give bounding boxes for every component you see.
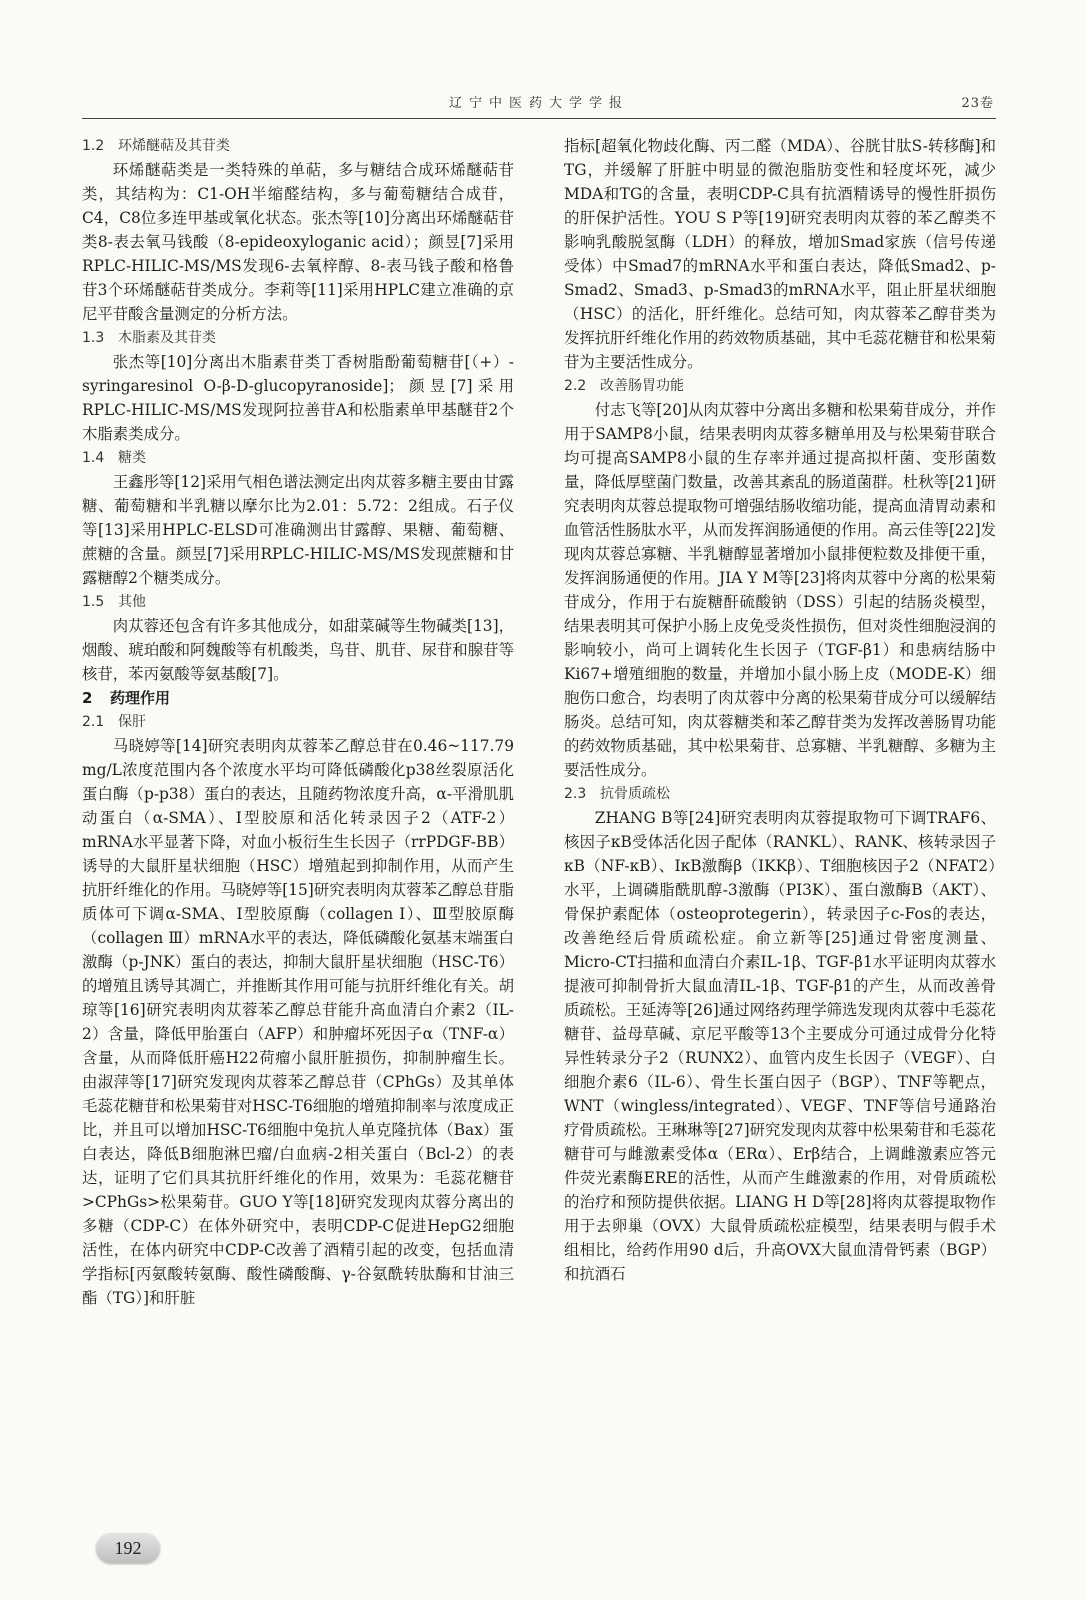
running-header bbox=[82, 88, 996, 119]
section-number: 1.5 bbox=[82, 594, 105, 610]
journal-name: 辽宁中医药大学学报 bbox=[448, 96, 629, 111]
section-heading bbox=[564, 374, 996, 398]
section-number: 2.2 bbox=[564, 378, 587, 394]
paragraph: 张杰等[10]分离出木脂素苷类丁香树脂酚葡萄糖苷[（+）-syringaresinol O-β-D-glucopyranoside]；颜昱[7]采用RPLC-HILIC-MS/MS发现阿拉善苷A和松脂素单甲基醚苷2个木脂素类成分。 bbox=[82, 353, 514, 443]
paragraph: 肉苁蓉还包含有许多其他成分，如甜菜碱等生物碱类[13]，烟酸、琥珀酸和阿魏酸等有机酸类，鸟苷、肌苷、尿苷和腺苷等核苷，苯丙氨酸等氨基酸[7]。 bbox=[82, 617, 514, 683]
section-title: 抗骨质疏松 bbox=[600, 786, 670, 802]
paragraph: 付志飞等[20]从肉苁蓉中分离出多糖和松果菊苷成分，并作用于SAMP8小鼠，结果表明肉苁蓉多糖单用及与松果菊苷联合均可提高SAMP8小鼠的生存率并通过提高拟杆菌、变形菌数量，降低厚壁菌门数量，改善其紊乱的肠道菌群。杜秋等[21]研究表明肉苁蓉总提取物可增强结肠收缩功能，提高血清胃动素和血管活性肠肽水平，从而发挥润肠通便的作用。高云佳等[22]发现肉苁蓉总寡糖、半乳糖醇显著增加小鼠排便粒数及排便干重，发挥润肠通便的作用。JIA Y M等[23]将肉苁蓉中分离的松果菊苷成分，作用于右旋糖酐硫酸钠（DSS）引起的结肠炎模型，结果表明其可保护小肠上皮免受炎性损伤，但对炎性细胞浸润的影响较小，尚可上调转化生长因子（TGF-β1）和患病结肠中Ki67+增殖细胞的数量，并增加小鼠小肠上皮（MODE-K）细胞伤口愈合，均表明了肉苁蓉中分离的松果菊苷成分可以缓解结肠炎。总结可知，肉苁蓉糖类和苯乙醇苷类为发挥改善肠胃功能的药效物质基础，其中松果菊苷、总寡糖、半乳糖醇、多糖为主要活性成分。 bbox=[564, 401, 996, 779]
paragraph-continued: 指标[超氧化物歧化酶、丙二醛（MDA）、谷胱甘肽S-转移酶]和TG，并缓解了肝脏中明显的微泡脂肪变性和轻度坏死，减少MDA和TG的含量，表明CDP-C具有抗酒精诱导的慢性肝损伤的肝保护活性。YOU S P等[19]研究表明肉苁蓉的苯乙醇类不影响乳酸脱氢酶（LDH）的释放，增加Smad家族（信号传递受体）中Smad7的mRNA水平和蛋白表达，降低Smad2、p-Smad2、Smad3、p-Smad3的mRNA水平，阻止肝星状细胞（HSC）的活化，肝纤维化。总结可知，肉苁蓉苯乙醇苷类为发挥抗肝纤维化作用的药效物质基础，其中毛蕊花糖苷和松果菊苷为主要活性成分。 bbox=[564, 137, 996, 371]
section-title: 木脂素及其苷类 bbox=[118, 330, 216, 346]
section-heading bbox=[82, 590, 514, 614]
volume-label: 23卷 bbox=[961, 96, 994, 111]
chapter-heading bbox=[82, 686, 514, 710]
right-column bbox=[564, 134, 996, 1286]
section-title: 改善肠胃功能 bbox=[600, 378, 684, 394]
section-heading bbox=[82, 446, 514, 470]
section-title: 糖类 bbox=[118, 450, 146, 466]
section-title: 保肝 bbox=[118, 714, 146, 730]
left-column bbox=[82, 134, 514, 1310]
section-number: 1.3 bbox=[82, 330, 105, 346]
section-heading bbox=[82, 326, 514, 350]
section-title: 环烯醚萜及其苷类 bbox=[118, 138, 230, 154]
section-heading bbox=[82, 710, 514, 734]
section-number: 1.4 bbox=[82, 450, 105, 466]
paragraph: 王鑫彤等[12]采用气相色谱法测定出肉苁蓉多糖主要由甘露糖、葡萄糖和半乳糖以摩尔比为2.01：5.72：2组成。石子仪等[13]采用HPLC-ELSD可准确测出甘露醇、果糖、葡萄糖、蔗糖的含量。颜昱[7]采用RPLC-HILIC-MS/MS发现蔗糖和甘露糖醇2个糖类成分。 bbox=[82, 473, 514, 587]
paragraph: 马晓婷等[14]研究表明肉苁蓉苯乙醇总苷在0.46~117.79 mg/L浓度范围内各个浓度水平均可降低磷酸化p38丝裂原活化蛋白酶（p-p38）蛋白的表达，且随药物浓度升高，α-平滑肌肌动蛋白（α-SMA）、Ⅰ型胶原和活化转录因子2（ATF-2）mRNA水平显著下降，对血小板衍生生长因子（rrPDGF-BB）诱导的大鼠肝星状细胞（HSC）增殖起到抑制作用，从而产生抗肝纤维化的作用。马晓婷等[15]研究表明肉苁蓉苯乙醇总苷脂质体可下调α-SMA、Ⅰ型胶原酶（collagen Ⅰ）、Ⅲ型胶原酶（collagen Ⅲ）mRNA水平的表达，降低磷酸化氨基末端蛋白激酶（p-JNK）蛋白的表达，抑制大鼠肝星状细胞（HSC-T6）的增殖且诱导其凋亡，并推断其作用可能与抗肝纤维化有关。胡琼等[16]研究表明肉苁蓉苯乙醇总苷能升高血清白介素2（IL-2）含量，降低甲胎蛋白（AFP）和肿瘤坏死因子α（TNF-α）含量，从而降低肝癌H22荷瘤小鼠肝脏损伤，抑制肿瘤生长。由淑萍等[17]研究发现肉苁蓉苯乙醇总苷（CPhGs）及其单体毛蕊花糖苷和松果菊苷对HSC-T6细胞的增殖抑制率与浓度成正比，并且可以增加HSC-T6细胞中兔抗人单克隆抗体（Bax）蛋白表达，降低B细胞淋巴瘤/白血病-2相关蛋白（Bcl-2）的表达，证明了它们具其抗肝纤维化的作用，效果为：毛蕊花糖苷>CPhGs>松果菊苷。GUO Y等[18]研究发现肉苁蓉分离出的多糖（CDP-C）在体外研究中，表明CDP-C促进HepG2细胞活性，在体内研究中CDP-C改善了酒精引起的改变，包括血清学指标[丙氨酸转氨酶、酸性磷酸酶、γ-谷氨酰转肽酶和甘油三酯（TG）]和肝脏 bbox=[82, 737, 514, 1307]
section-title: 其他 bbox=[118, 594, 146, 610]
page-number: 192 bbox=[96, 1533, 160, 1563]
section-number: 2.3 bbox=[564, 786, 587, 802]
section-number: 1.2 bbox=[82, 138, 105, 154]
paragraph: ZHANG B等[24]研究表明肉苁蓉提取物可下调TRAF6、核因子κB受体活化因子配体（RANKL）、RANK、核转录因子κB（NF-κB）、IκB激酶β（IKKβ）、T细胞核因子2（NFAT2）水平，上调磷脂酰肌醇-3激酶（PI3K）、蛋白激酶B（AKT）、骨保护素配体（osteoprotegerin），转录因子c-Fos的表达，改善绝经后骨质疏松症。俞立新等[25]通过骨密度测量、Micro-CT扫描和血清白介素IL-1β、TGF-β1水平证明肉苁蓉水提液可抑制骨折大鼠血清IL-1β、TGF-β1的产生，从而改善骨质疏松。王延涛等[26]通过网络药理学筛选发现肉苁蓉中毛蕊花糖苷、益母草碱、京尼平酸等13个主要成分可通过成骨分化特异性转录分子2（RUNX2）、血管内皮生长因子（VEGF）、白细胞介素6（IL-6）、骨生长蛋白因子（BGP）、TNF等靶点，WNT（wingless/integrated）、VEGF、TNF等信号通路治疗骨质疏松。王琳琳等[27]研究发现肉苁蓉中松果菊苷和毛蕊花糖苷可与雌激素受体α（ERα）、Erβ结合，上调雌激素应答元件荧光素酶ERE的活性，从而产生雌激素的作用，对骨质疏松的治疗和预防提供依据。LIANG H D等[28]将肉苁蓉提取物作用于去卵巢（OVX）大鼠骨质疏松症模型，结果表明与假手术组相比，给药作用90 d后，升高OVX大鼠血清骨钙素（BGP）和抗酒石 bbox=[564, 809, 996, 1283]
chapter-title: 药理作用 bbox=[110, 689, 171, 707]
section-heading bbox=[564, 782, 996, 806]
section-number: 2.1 bbox=[82, 714, 105, 730]
paragraph: 环烯醚萜类是一类特殊的单萜，多与糖结合成环烯醚萜苷类，其结构为：C1-OH半缩醛结构，多与葡萄糖结合成苷，C4，C8位多连甲基或氧化状态。张杰等[10]分离出环烯醚萜苷类8-表去氧马钱酸（8-epideoxyloganic acid）；颜昱[7]采用RPLC-HILIC-MS/MS发现6-去氧梓醇、8-表马钱子酸和格鲁苷3个环烯醚萜苷类成分。李莉等[11]采用HPLC建立准确的京尼平苷酸含量测定的分析方法。 bbox=[82, 161, 514, 323]
section-heading bbox=[82, 134, 514, 158]
chapter-number: 2 bbox=[82, 689, 93, 707]
